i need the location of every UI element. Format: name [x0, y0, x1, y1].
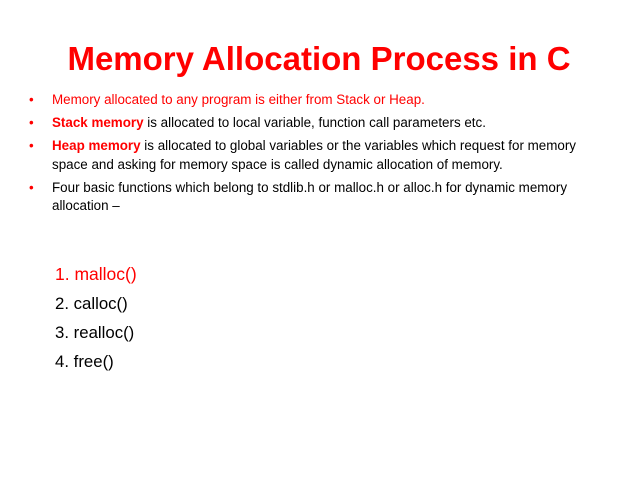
function-item-free: 4. free() — [55, 352, 114, 371]
bullet-item-stack-memory — [29, 114, 614, 133]
function-item-calloc: 2. calloc() — [55, 294, 128, 313]
bullet-emphasis: Heap memory — [52, 138, 141, 153]
bullet-marker: • — [29, 115, 34, 130]
function-item-realloc: 3. realloc() — [55, 323, 135, 342]
bullet-text: Memory allocated to any program is either from Stack or Heap. — [52, 92, 425, 107]
bullet-text: is allocated to global variables or the variables which request for memory space and asking for memory space is called dynamic allocation of memory. — [52, 138, 576, 172]
bullet-text: is allocated to local variable, function call parameters etc. — [143, 115, 486, 130]
bullet-marker: • — [29, 138, 34, 153]
bullet-marker: • — [29, 92, 34, 107]
bullet-item-heap-memory — [29, 137, 614, 174]
function-list — [55, 260, 137, 376]
bullet-item-memory-source — [29, 91, 614, 110]
bullet-emphasis: Stack memory — [52, 115, 144, 130]
bullet-item-basic-functions — [29, 179, 614, 216]
bullet-text: Four basic functions which belong to stdlib.h or malloc.h or alloc.h for dynamic memory allocation – — [52, 179, 568, 213]
bullet-marker: • — [29, 179, 34, 195]
function-item-malloc: 1. malloc() — [55, 264, 137, 284]
slide-title: Memory Allocation Process in C — [67, 40, 571, 77]
bullet-list — [29, 91, 614, 220]
